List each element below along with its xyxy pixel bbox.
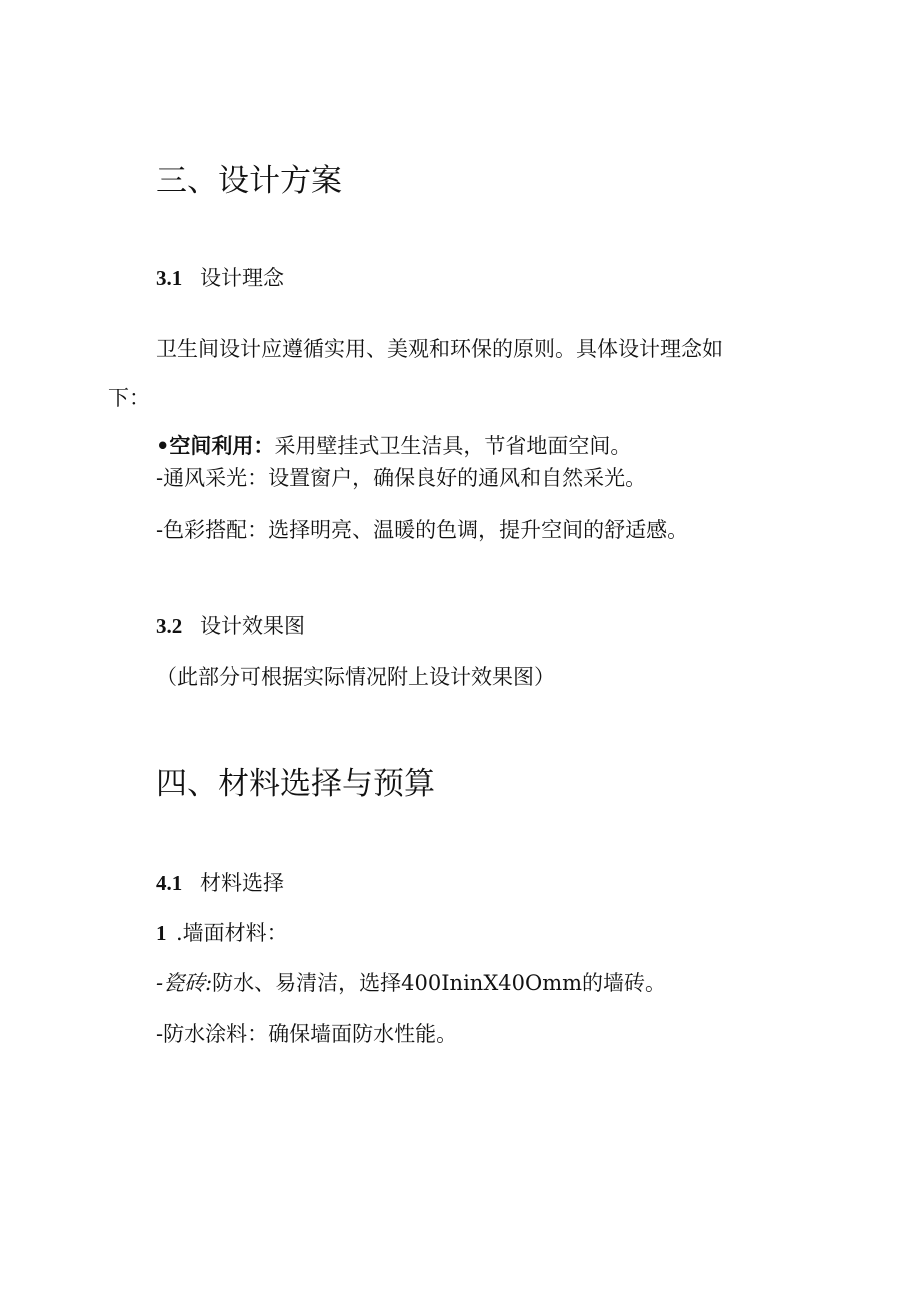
subsection-number: 4.1 <box>156 871 183 895</box>
section-heading-design: 三、设计方案 <box>156 163 342 199</box>
subsection-number: 3.2 <box>156 614 183 638</box>
item-tile <box>156 967 666 997</box>
subsection-4-1 <box>156 867 284 897</box>
item-ventilation: -通风采光：设置窗户，确保良好的通风和自然采光。 <box>156 466 647 490</box>
subsection-3-1 <box>156 262 284 292</box>
tile-lead: -瓷砖: <box>156 971 213 995</box>
item-waterproof-paint: -防水涂料：确保墙面防水性能。 <box>156 1022 458 1046</box>
subsection-title: 设计理念 <box>200 266 284 290</box>
list-title: .墙面材料： <box>176 921 288 945</box>
subsection-title: 材料选择 <box>200 871 284 895</box>
subsection-number: 3.1 <box>156 266 183 290</box>
subsection-title: 设计效果图 <box>200 614 305 638</box>
subsection-3-2 <box>156 610 305 640</box>
paragraph-line-1: 卫生间设计应遵循实用、美观和环保的原则。具体设计理念如 <box>156 337 723 361</box>
bullet-lead: •空间利用： <box>156 434 275 458</box>
list-item-wall-materials <box>156 917 288 947</box>
item-color: -色彩搭配：选择明亮、温暖的色调，提升空间的舒适感。 <box>156 518 689 542</box>
bullet-space-use <box>156 430 631 460</box>
list-number: 1 <box>156 921 167 945</box>
section-heading-materials: 四、材料选择与预算 <box>156 766 435 802</box>
tile-text: 防水、易清洁，选择400IninX40Omm的墙砖。 <box>212 971 667 995</box>
render-note: （此部分可根据实际情况附上设计效果图） <box>156 665 555 689</box>
paragraph-line-2: 下： <box>108 386 150 410</box>
bullet-text: 采用壁挂式卫生洁具，节省地面空间。 <box>274 434 632 458</box>
